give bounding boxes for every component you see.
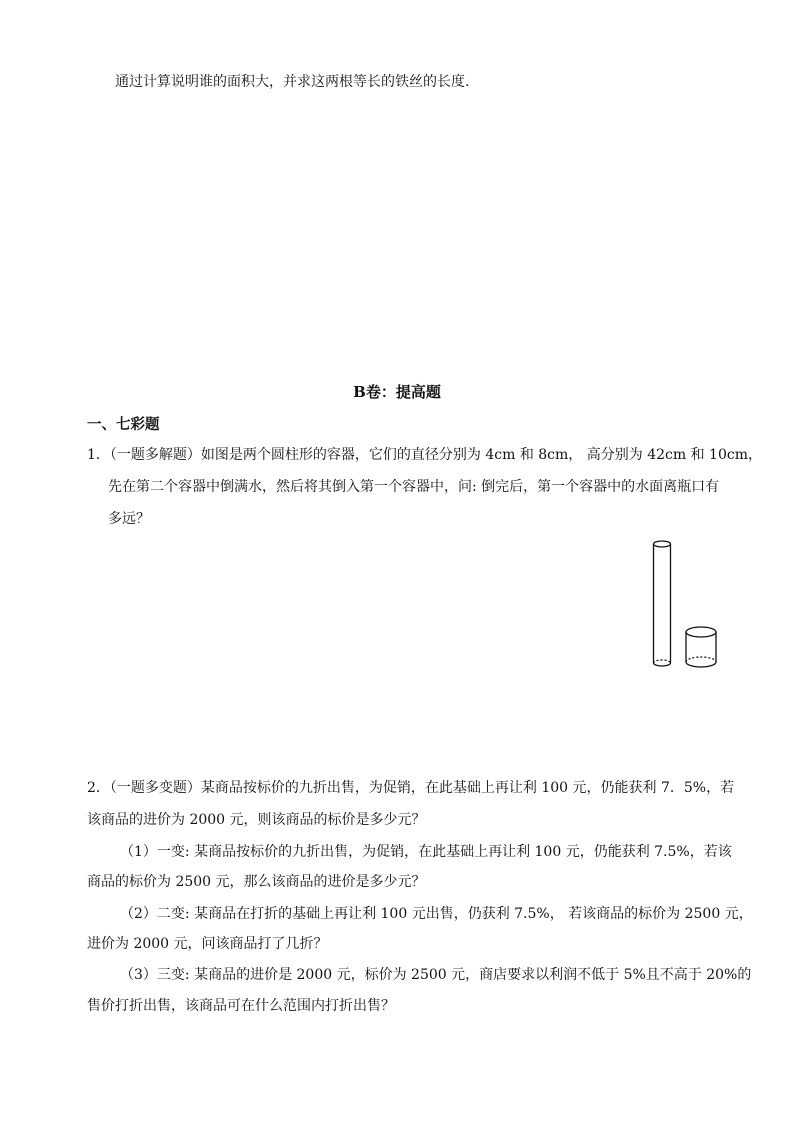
q1-line-2: 先在第二个容器中倒满水，然后将其倒入第一个容器中，问: 倒完后，第一个容器中的水面离瓶口有 xyxy=(108,479,720,495)
short-cylinder-top xyxy=(686,627,716,637)
section-heading: 一、七彩题 xyxy=(87,416,160,433)
q2-variant3-line-1: （3）三变: 某商品的进价是 2000 元，标价为 2500 元，商店要求以利润不低于 5%且不高于 20%的 xyxy=(120,967,752,983)
q2-line-1: 2．（一题多变题）某商品按标价的九折出售，为促销，在此基础上再让利 100 元，仍能获利 7．5%，若 xyxy=(87,780,735,796)
q2-variant2-line-2: 进价为 2000 元，问该商品打了几折？ xyxy=(87,936,328,952)
q1-line-3: 多远？ xyxy=(108,511,150,527)
page-title: B卷：提高题 xyxy=(353,383,441,401)
q2-variant1-line-1: （1）一变: 某商品按标价的九折出售，为促销，在此基础上再让利 100 元，仍能获利 7.5%，若该 xyxy=(120,844,732,860)
q1-line-1: 1．（一题多解题）如图是两个圆柱形的容器，它们的直径分别为 4cm 和 8cm， 高分别为 42cm 和 10cm， xyxy=(87,447,762,463)
short-cylinder-bottom-front xyxy=(686,662,716,667)
q2-line-2: 该商品的进价为 2000 元，则该商品的标价是多少元？ xyxy=(87,812,426,828)
cylinders-figure xyxy=(645,536,719,672)
q2-variant1-line-2: 商品的标价为 2500 元，那么该商品的进价是多少元？ xyxy=(87,874,426,890)
short-cylinder-bottom-back xyxy=(686,657,716,662)
intro-line: 通过计算说明谁的面积大，并求这两根等长的铁丝的长度. xyxy=(115,74,470,90)
q2-variant3-line-2: 售价打折出售，该商品可在什么范围内打折出售？ xyxy=(87,998,395,1014)
tall-cylinder-bottom-back xyxy=(654,660,671,663)
q2-variant2-line-1: （2）二变: 某商品在打折的基础上再让利 100 元出售，仍获利 7.5%， 若该商品的标价为 2500 元， xyxy=(120,906,753,922)
tall-cylinder-bottom-front xyxy=(654,663,671,666)
tall-cylinder-top xyxy=(654,541,671,547)
cylinders-diagram xyxy=(645,536,719,672)
